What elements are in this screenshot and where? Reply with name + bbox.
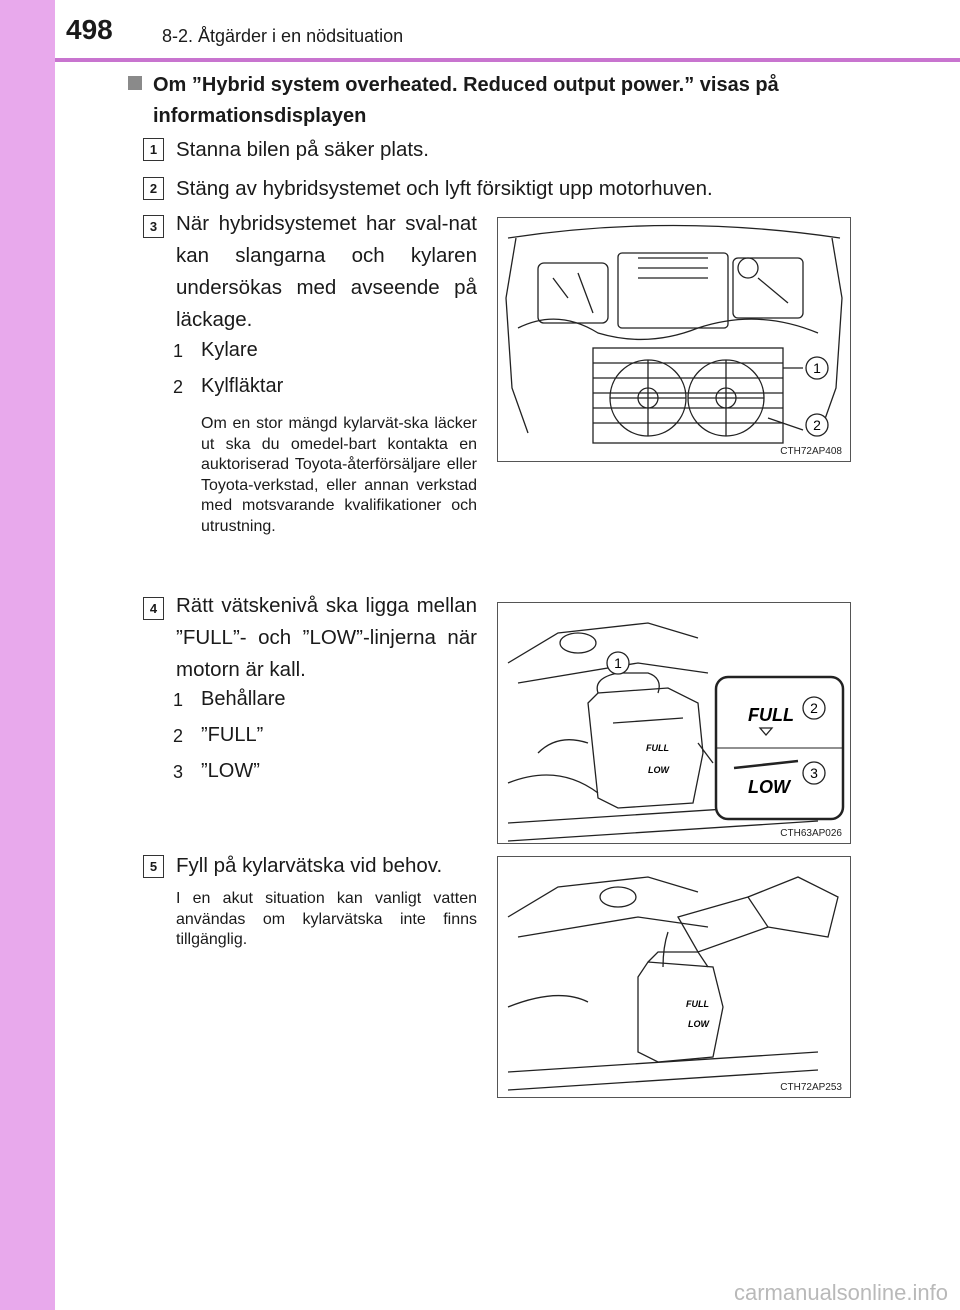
step-3-note: Om en stor mängd kylarvät-ska läcker ut ska du omedel-bart kontakta en auktoriserad Toyota-återförsäljare eller Toyota-verkstad, eller annan verkstad med motsvarande kvalifikationer och utrustning. <box>201 415 477 535</box>
reservoir-illustration <box>498 603 850 843</box>
callout-label: 3 <box>810 765 818 781</box>
step-5-note: I en akut situation kan vanligt vatten användas om kylarvätska inte finns tillgänglig. <box>176 890 477 948</box>
step-text-4: Rätt vätskenivå ska ligga mellan ”FULL”- och ”LOW”-linjerna när motorn är kall. <box>176 594 477 681</box>
engine-bay-illustration <box>498 218 850 461</box>
step-number-4: 4 <box>143 597 164 620</box>
step-text-3: När hybridsystemet har sval-nat kan slangarna och kylaren undersökas med avseende på läckage. <box>176 212 477 331</box>
step-text-1: Stanna bilen på säker plats. <box>176 138 429 161</box>
callout-label: 1 <box>813 360 821 376</box>
step-number-5: 5 <box>143 855 164 878</box>
inset-full-mark: FULL <box>748 705 794 725</box>
item-label-low: ”LOW” <box>201 760 260 782</box>
page-number: 498 <box>66 14 113 45</box>
figure-code: CTH72AP253 <box>780 1082 842 1093</box>
callout-label: 2 <box>810 700 818 716</box>
item-number: 1 <box>172 690 183 710</box>
refill-full-mark: FULL <box>686 999 709 1009</box>
refill-illustration <box>498 857 850 1097</box>
refill-low-mark: LOW <box>688 1019 709 1029</box>
step-number-2: 2 <box>143 177 164 200</box>
square-bullet-icon <box>128 76 142 90</box>
header-divider <box>55 58 960 62</box>
item-number: 2 <box>172 377 183 397</box>
item-label-full: ”FULL” <box>201 724 264 746</box>
reservoir-full-mark: FULL <box>646 743 669 753</box>
step-text-5: Fyll på kylarvätska vid behov. <box>176 854 443 877</box>
footer-watermark: carmanualsonline.info <box>733 1280 948 1305</box>
figure-code: CTH72AP408 <box>780 446 842 457</box>
figure-refill-coolant <box>497 856 851 1098</box>
item-label-radiator: Kylare <box>201 339 258 361</box>
section-heading: Om ”Hybrid system overheated. Reduced output power.” visas på informationsdisplayen <box>153 74 779 127</box>
reservoir-low-mark: LOW <box>648 765 669 775</box>
page-sidebar-tab <box>0 0 55 1310</box>
figure-coolant-reservoir <box>497 602 851 844</box>
figure-code: CTH63AP026 <box>780 828 842 839</box>
step-number-1: 1 <box>143 138 164 161</box>
figure-engine-bay <box>497 217 851 462</box>
step-text-2: Stäng av hybridsystemet och lyft försiktigt upp motorhuven. <box>176 177 713 200</box>
section-title: 8-2. Åtgärder i en nödsituation <box>162 26 404 46</box>
callout-label: 1 <box>614 655 622 671</box>
item-number: 3 <box>172 762 183 782</box>
step-number-3: 3 <box>143 215 164 238</box>
item-number: 1 <box>172 341 183 361</box>
item-label-reservoir: Behållare <box>201 688 286 710</box>
inset-low-mark: LOW <box>748 777 790 797</box>
callout-label: 2 <box>813 417 821 433</box>
item-number: 2 <box>172 726 183 746</box>
item-label-cooling-fans: Kylfläktar <box>201 375 284 397</box>
